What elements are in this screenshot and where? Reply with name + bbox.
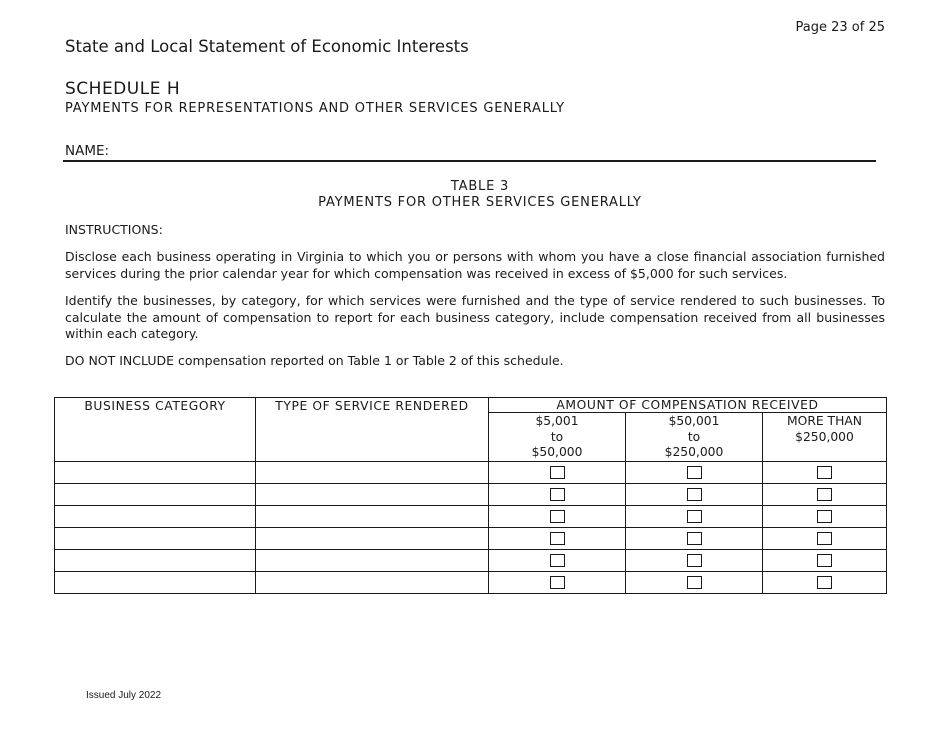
table-number: TABLE 3 xyxy=(450,179,510,194)
range-2-checkbox[interactable] xyxy=(687,510,702,523)
service-type-cell[interactable] xyxy=(256,527,489,549)
range-3-line2: $250,000 xyxy=(795,429,854,444)
range-2-mid: to xyxy=(687,429,701,444)
table-row xyxy=(55,571,887,593)
range-2-checkbox[interactable] xyxy=(687,488,702,501)
name-label: NAME: xyxy=(65,143,110,159)
range-3-checkbox[interactable] xyxy=(817,554,832,567)
name-field-line[interactable] xyxy=(63,160,876,162)
header-business-category: BUSINESS CATEGORY xyxy=(55,398,256,462)
business-category-cell[interactable] xyxy=(55,571,256,593)
header-range-more-than-250000 xyxy=(763,413,887,462)
range-2-low: $50,001 xyxy=(668,414,720,428)
range-1-checkbox[interactable] xyxy=(550,554,565,567)
instructions-heading: INSTRUCTIONS: xyxy=(65,222,163,237)
range-3-cell xyxy=(763,527,887,549)
range-2-checkbox[interactable] xyxy=(687,576,702,589)
table-row xyxy=(55,461,887,483)
table-row xyxy=(55,505,887,527)
range-1-low: $5,001 xyxy=(535,414,579,428)
table-row xyxy=(55,527,887,549)
service-type-cell[interactable] xyxy=(256,505,489,527)
range-3-checkbox[interactable] xyxy=(817,576,832,589)
range-2-cell xyxy=(626,461,763,483)
business-category-cell[interactable] xyxy=(55,527,256,549)
range-1-high: $50,000 xyxy=(531,445,583,459)
range-3-checkbox[interactable] xyxy=(817,532,832,545)
range-1-checkbox[interactable] xyxy=(550,532,565,545)
range-3-cell xyxy=(763,549,887,571)
business-category-cell[interactable] xyxy=(55,505,256,527)
range-2-high: $250,000 xyxy=(664,445,724,459)
range-3-cell xyxy=(763,483,887,505)
table-title: PAYMENTS FOR OTHER SERVICES GENERALLY xyxy=(318,195,642,210)
range-3-cell xyxy=(763,461,887,483)
range-3-cell xyxy=(763,571,887,593)
header-amount-received: AMOUNT OF COMPENSATION RECEIVED xyxy=(489,398,887,413)
range-2-checkbox[interactable] xyxy=(687,466,702,479)
range-1-cell xyxy=(489,505,626,527)
service-type-cell[interactable] xyxy=(256,549,489,571)
schedule-title: SCHEDULE H xyxy=(65,79,181,99)
range-3-checkbox[interactable] xyxy=(817,466,832,479)
range-2-checkbox[interactable] xyxy=(687,554,702,567)
range-1-cell xyxy=(489,527,626,549)
instructions-paragraph-2: Identify the businesses, by category, for which services were furnished and the type of service rendered to such businesses. To calculate the amount of compensation to report for each business category, include compensation received from all businesses within each category. xyxy=(65,293,885,341)
range-1-checkbox[interactable] xyxy=(550,510,565,523)
range-2-cell xyxy=(626,527,763,549)
instructions-paragraph-1: Disclose each business operating in Virginia to which you or persons with whom you have a close financial association furnished services during the prior calendar year for which compensation was received in excess of $5,000 for such services. xyxy=(65,249,885,281)
range-1-checkbox[interactable] xyxy=(550,466,565,479)
range-2-cell xyxy=(626,571,763,593)
range-1-cell xyxy=(489,461,626,483)
range-1-checkbox[interactable] xyxy=(550,488,565,501)
table-row xyxy=(55,549,887,571)
service-type-cell[interactable] xyxy=(256,461,489,483)
range-2-checkbox[interactable] xyxy=(687,532,702,545)
service-type-cell[interactable] xyxy=(256,571,489,593)
business-category-cell[interactable] xyxy=(55,549,256,571)
range-3-checkbox[interactable] xyxy=(817,488,832,501)
page-number: Page 23 of 25 xyxy=(795,20,885,35)
range-3-checkbox[interactable] xyxy=(817,510,832,523)
header-type-of-service: TYPE OF SERVICE RENDERED xyxy=(256,398,489,462)
range-2-cell xyxy=(626,505,763,527)
range-1-checkbox[interactable] xyxy=(550,576,565,589)
range-1-cell xyxy=(489,483,626,505)
business-category-cell[interactable] xyxy=(55,483,256,505)
range-3-cell xyxy=(763,505,887,527)
range-1-mid: to xyxy=(550,429,564,444)
range-3-line1: MORE THAN xyxy=(787,414,862,428)
compensation-table xyxy=(54,397,887,594)
instructions-paragraph-3: DO NOT INCLUDE compensation reported on Table 1 or Table 2 of this schedule. xyxy=(65,353,564,368)
form-title: State and Local Statement of Economic Interests xyxy=(65,37,469,56)
schedule-subtitle: PAYMENTS FOR REPRESENTATIONS AND OTHER SERVICES GENERALLY xyxy=(65,101,565,116)
range-2-cell xyxy=(626,549,763,571)
range-1-cell xyxy=(489,549,626,571)
issued-date: Issued July 2022 xyxy=(86,690,162,701)
range-2-cell xyxy=(626,483,763,505)
service-type-cell[interactable] xyxy=(256,483,489,505)
header-range-5001-50000 xyxy=(489,413,626,462)
header-range-50001-250000 xyxy=(626,413,763,462)
business-category-cell[interactable] xyxy=(55,461,256,483)
range-1-cell xyxy=(489,571,626,593)
table-row xyxy=(55,483,887,505)
